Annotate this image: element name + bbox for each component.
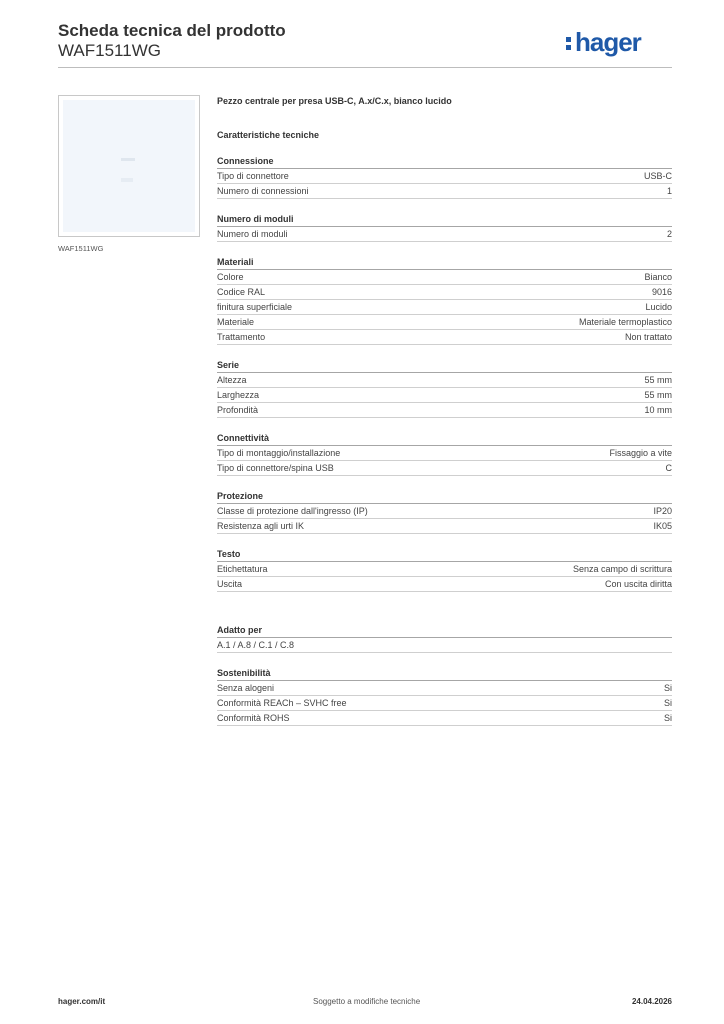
spec-label: Tipo di connettore bbox=[217, 171, 289, 181]
spec-row bbox=[217, 315, 672, 330]
section-title: Connessione bbox=[217, 155, 672, 169]
spec-label: Tipo di montaggio/installazione bbox=[217, 448, 341, 458]
spec-section bbox=[217, 359, 672, 418]
spec-row bbox=[217, 681, 672, 696]
logo-colon-icon bbox=[566, 32, 572, 52]
spec-label: A.1 / A.8 / C.1 / C.8 bbox=[217, 640, 295, 650]
spec-row bbox=[217, 285, 672, 300]
spec-label: Colore bbox=[217, 272, 244, 282]
section-title: Sostenibilità bbox=[217, 667, 672, 681]
spec-label: Conformità REACh – SVHC free bbox=[217, 698, 347, 708]
spec-label: Senza alogeni bbox=[217, 683, 275, 693]
spec-label: Classe di protezione dall'ingresso (IP) bbox=[217, 506, 368, 516]
spec-row bbox=[217, 169, 672, 184]
spec-value: 1 bbox=[666, 186, 672, 196]
spec-row bbox=[217, 373, 672, 388]
spec-row bbox=[217, 638, 672, 653]
spec-section bbox=[217, 667, 672, 726]
spec-section bbox=[217, 432, 672, 476]
spec-row bbox=[217, 696, 672, 711]
spec-label: Uscita bbox=[217, 579, 243, 589]
spec-value: IK05 bbox=[653, 521, 672, 531]
spec-sections bbox=[217, 155, 672, 726]
logo-text: hager bbox=[575, 27, 641, 57]
spec-label: Etichettatura bbox=[217, 564, 268, 574]
section-title: Testo bbox=[217, 548, 672, 562]
product-description: Pezzo centrale per presa USB-C, A.x/C.x, bianco lucido bbox=[217, 96, 452, 106]
spec-row bbox=[217, 504, 672, 519]
footer-date: 24.04.2026 bbox=[631, 997, 672, 1006]
spec-label: finitura superficiale bbox=[217, 302, 293, 312]
spec-value: Bianco bbox=[644, 272, 672, 282]
spec-value: Materiale termoplastico bbox=[578, 317, 672, 327]
image-caption: WAF1511WG bbox=[58, 244, 104, 253]
section-title: Serie bbox=[217, 359, 672, 373]
spec-value: Con uscita diritta bbox=[604, 579, 672, 589]
spec-row bbox=[217, 562, 672, 577]
spec-section bbox=[217, 256, 672, 345]
spec-value: USB-C bbox=[643, 171, 672, 181]
spec-row bbox=[217, 270, 672, 285]
characteristics-title: Caratteristiche tecniche bbox=[217, 130, 320, 140]
section-title: Numero di moduli bbox=[217, 213, 672, 227]
spec-value: 2 bbox=[666, 229, 672, 239]
spec-row bbox=[217, 461, 672, 476]
spec-value: IP20 bbox=[653, 506, 672, 516]
product-plate bbox=[63, 100, 195, 232]
spec-value: 55 mm bbox=[644, 375, 672, 385]
section-title: Adatto per bbox=[217, 624, 672, 638]
spec-value: C bbox=[665, 463, 672, 473]
spec-row bbox=[217, 330, 672, 345]
spec-label: Numero di connessioni bbox=[217, 186, 309, 196]
spec-row bbox=[217, 300, 672, 315]
spec-row bbox=[217, 711, 672, 726]
spec-section bbox=[217, 548, 672, 592]
spec-label: Trattamento bbox=[217, 332, 266, 342]
spec-row bbox=[217, 519, 672, 534]
spec-row bbox=[217, 388, 672, 403]
spec-value: 9016 bbox=[651, 287, 672, 297]
spec-section bbox=[217, 213, 672, 242]
spec-label: Altezza bbox=[217, 375, 247, 385]
spec-value: Si bbox=[663, 698, 672, 708]
page-title: Scheda tecnica del prodotto bbox=[58, 21, 286, 40]
spec-content bbox=[217, 95, 672, 726]
spec-value: Lucido bbox=[645, 302, 672, 312]
section-title: Connettività bbox=[217, 432, 672, 446]
spec-row bbox=[217, 227, 672, 242]
spec-value: Senza campo di scrittura bbox=[572, 564, 672, 574]
usb-port-icon bbox=[121, 178, 133, 182]
spec-label: Conformità ROHS bbox=[217, 713, 290, 723]
spec-value: 55 mm bbox=[644, 390, 672, 400]
footer-website: hager.com/it bbox=[58, 997, 106, 1006]
header-divider bbox=[58, 67, 672, 68]
spec-label: Tipo di connettore/spina USB bbox=[217, 463, 334, 473]
spec-value: Fissaggio a vite bbox=[609, 448, 672, 458]
plate-marking bbox=[121, 158, 135, 161]
spec-row bbox=[217, 446, 672, 461]
spec-row bbox=[217, 184, 672, 199]
footer-note: Soggetto a modifiche tecniche bbox=[313, 997, 421, 1006]
section-title: Materiali bbox=[217, 256, 672, 270]
section-title: Protezione bbox=[217, 490, 672, 504]
spec-label: Materiale bbox=[217, 317, 255, 327]
product-code: WAF1511WG bbox=[58, 41, 161, 60]
spec-value: Non trattato bbox=[624, 332, 672, 342]
hager-logo bbox=[566, 26, 676, 62]
spec-value: Si bbox=[663, 713, 672, 723]
spec-value: Si bbox=[663, 683, 672, 693]
spec-label: Codice RAL bbox=[217, 287, 266, 297]
spec-label: Larghezza bbox=[217, 390, 260, 400]
spec-section bbox=[217, 155, 672, 199]
spec-row bbox=[217, 403, 672, 418]
spec-label: Profondità bbox=[217, 405, 259, 415]
spec-row bbox=[217, 577, 672, 592]
spec-label: Resistenza agli urti IK bbox=[217, 521, 305, 531]
product-image bbox=[58, 95, 200, 237]
spec-label: Numero di moduli bbox=[217, 229, 288, 239]
spec-section bbox=[217, 624, 672, 653]
spec-value: 10 mm bbox=[644, 405, 672, 415]
spec-section bbox=[217, 490, 672, 534]
